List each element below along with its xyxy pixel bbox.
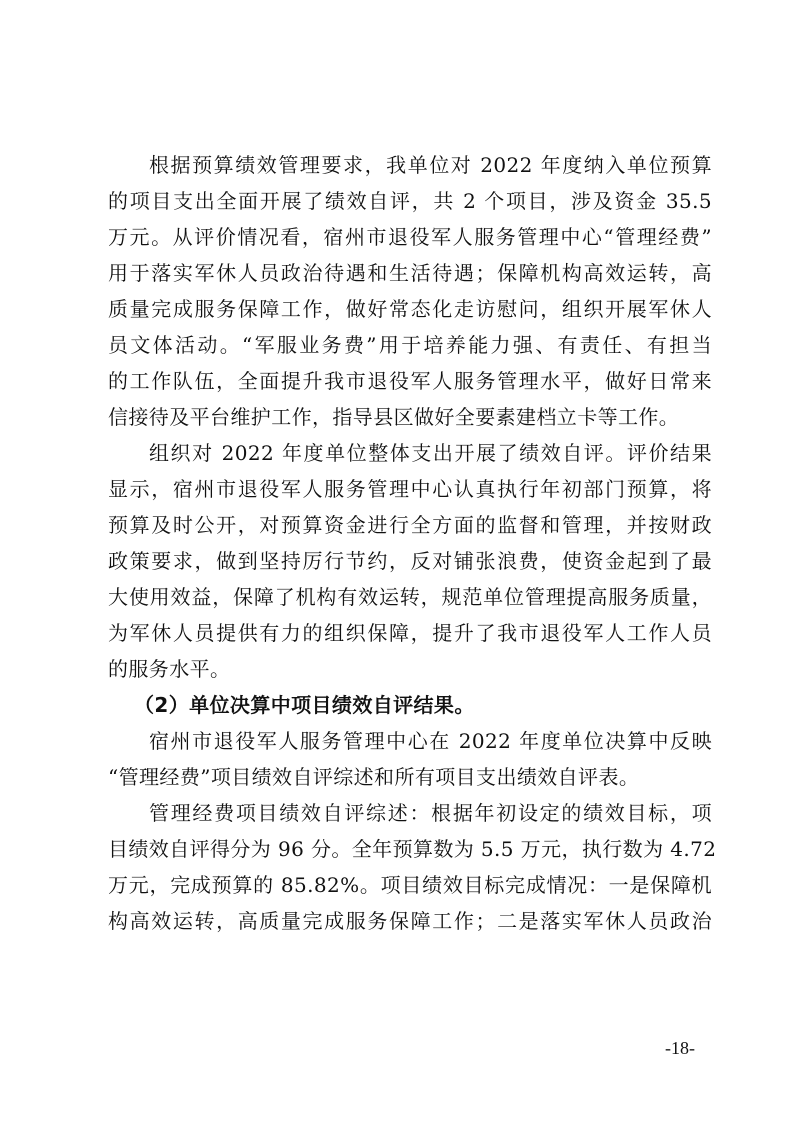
text-line: 宿州市退役军人服务管理中心在 2022 年度单位决算中反映 bbox=[149, 729, 712, 753]
text-line: 组织对 2022 年度单位整体支出开展了绩效自评。评价结果 bbox=[149, 441, 712, 465]
paragraph-final-accounts bbox=[108, 723, 712, 795]
text-line: 预算及时公开，对预算资金进行全方面的监督和管理，并按财政 bbox=[108, 513, 712, 537]
text-line: 目绩效自评得分为 96 分。全年预算数为 5.5 万元，执行数为 4.72 bbox=[108, 837, 717, 861]
text-line: 显示，宿州市退役军人服务管理中心认真执行年初部门预算，将 bbox=[108, 477, 712, 501]
text-line: 政策要求，做到坚持厉行节约，反对铺张浪费，使资金起到了最 bbox=[108, 549, 712, 573]
text-line: 大使用效益，保障了机构有效运转，规范单位管理提高服务质量， bbox=[108, 585, 712, 609]
text-line: 的服务水平。 bbox=[108, 657, 231, 681]
text-line: 构高效运转，高质量完成服务保障工作；二是落实军休人员政治 bbox=[108, 909, 712, 933]
text-line: 万元。从评价情况看，宿州市退役军人服务管理中心“管理经费” bbox=[108, 225, 712, 249]
section-heading-text: （2）单位决算中项目绩效自评结果。 bbox=[134, 693, 475, 717]
paragraph-overall-expenditure bbox=[108, 435, 712, 687]
text-line: 管理经费项目绩效自评综述：根据年初设定的绩效目标，项 bbox=[149, 801, 712, 825]
text-line: 员文体活动。“军服业务费”用于培养能力强、有责任、有担当 bbox=[108, 333, 712, 357]
text-line: 根据预算绩效管理要求，我单位对 2022 年度纳入单位预算 bbox=[149, 153, 712, 177]
paragraph-budget-evaluation bbox=[108, 147, 712, 435]
text-line: 的项目支出全面开展了绩效自评，共 2 个项目，涉及资金 35.5 bbox=[108, 189, 712, 213]
paragraph-management-fee-summary bbox=[108, 795, 717, 939]
text-line: 用于落实军休人员政治待遇和生活待遇；保障机构高效运转，高 bbox=[108, 261, 712, 285]
document-body bbox=[108, 147, 717, 939]
text-line: 质量完成服务保障工作，做好常态化走访慰问，组织开展军休人 bbox=[108, 297, 712, 321]
page-number: -18- bbox=[665, 1038, 695, 1058]
text-line: 的工作队伍，全面提升我市退役军人服务管理水平，做好日常来 bbox=[108, 369, 712, 393]
text-line: 为军休人员提供有力的组织保障，提升了我市退役军人工作人员 bbox=[108, 621, 712, 645]
section-heading bbox=[108, 687, 712, 723]
text-line: 信接待及平台维护工作，指导县区做好全要素建档立卡等工作。 bbox=[108, 405, 680, 429]
text-line: 万元，完成预算的 85.82%。项目绩效目标完成情况：一是保障机 bbox=[108, 873, 712, 897]
text-line: “管理经费”项目绩效自评综述和所有项目支出绩效自评表。 bbox=[108, 765, 640, 789]
